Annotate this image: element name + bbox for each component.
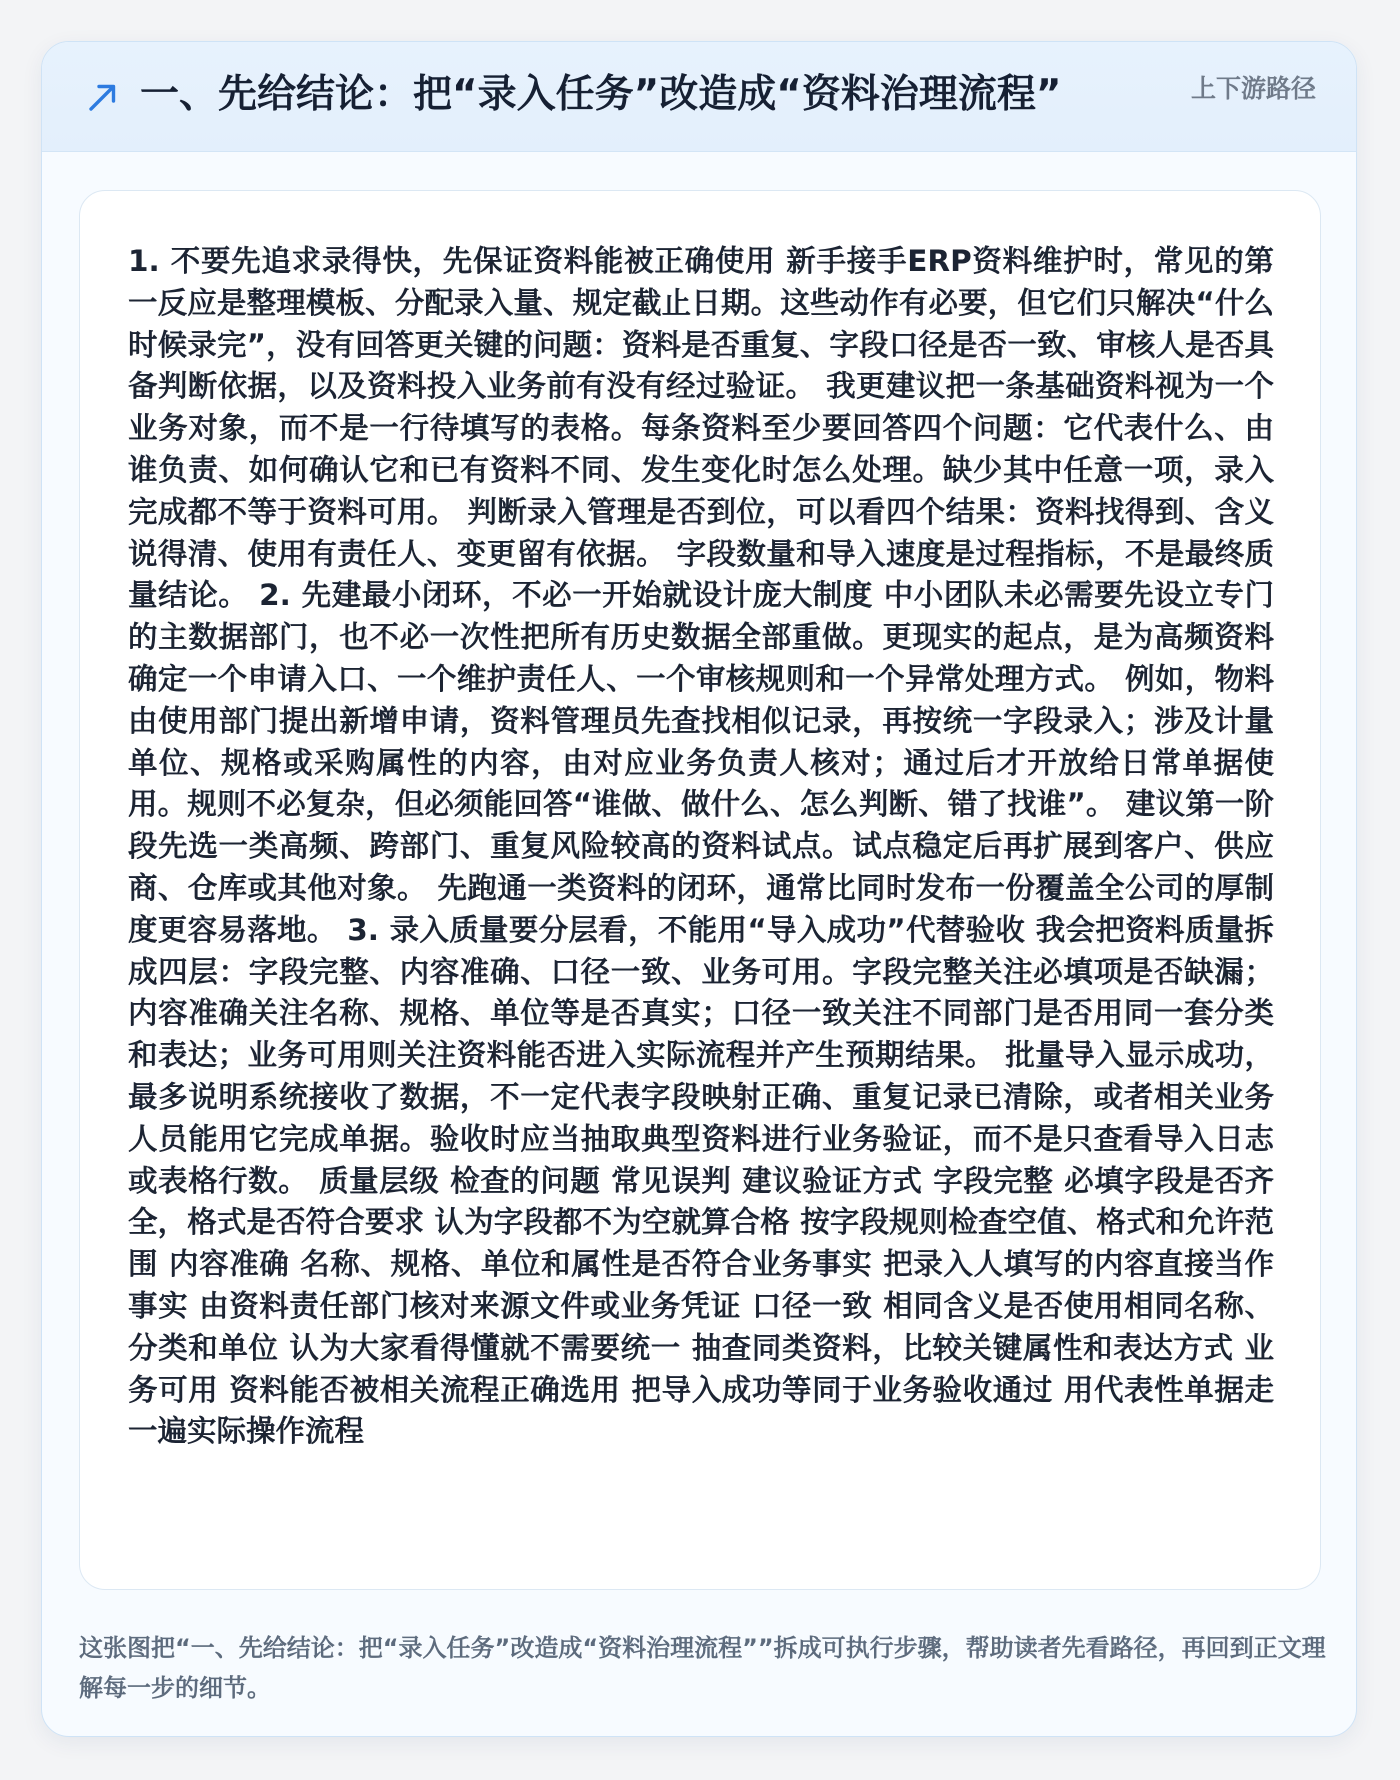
- figure-caption: 这张图把“一、先给结论：把“录入任务”改造成“资料治理流程””拆成可执行步骤，帮助读者先看路径，再回到正文理解每一步的细节。: [79, 1634, 1326, 1702]
- content-body: 1. 不要先追求录得快，先保证资料能被正确使用 新手接手ERP资料维护时，常见的第一反应是整理模板、分配录入量、规定截止日期。这些动作有必要，但它们只解决“什么时候录完”，没有回答更关键的问题：资料是否重复、字段口径是否一致、审核人是否具备判断依据，以及资料投入业务前有没有经过验证。 我更建议把一条基础资料视为一个业务对象，而不是一行待填写的表格。每条资料至少要回答四个问题：它代表什么、由谁负责、如何确认它和已有资料不同、发生变化时怎么处理。缺少其中任意一项，录入完成都不等于资料可用。 判断录入管理是否到位，可以看四个结果：资料找得到、含义说得清、使用有责任人、变更留有依据。 字段数量和导入速度是过程指标，不是最终质量结论。 2. 先建最小闭环，不必一开始就设计庞大制度 中小团队未必需要先设立专门的主数据部门，也不必一次性把所有历史数据全部重做。更现实的起点，是为高频资料确定一个申请入口、一个维护责任人、一个审核规则和一个异常处理方式。 例如，物料由使用部门提出新增申请，资料管理员先查找相似记录，再按统一字段录入；涉及计量单位、规格或采购属性的内容，由对应业务负责人核对；通过后才开放给日常单据使用。规则不必复杂，但必须能回答“谁做、做什么、怎么判断、错了找谁”。 建议第一阶段先选一类高频、跨部门、重复风险较高的资料试点。试点稳定后再扩展到客户、供应商、仓库或其他对象。 先跑通一类资料的闭环，通常比同时发布一份覆盖全公司的厚制度更容易落地。 3. 录入质量要分层看，不能用“导入成功”代替验收 我会把资料质量拆成四层：字段完整、内容准确、口径一致、业务可用。字段完整关注必填项是否缺漏；内容准确关注名称、规格、单位等是否真实；口径一致关注不同部门是否用同一套分类和表达；业务可用则关注资料能否进入实际流程并产生预期结果。 批量导入显示成功，最多说明系统接收了数据，不一定代表字段映射正确、重复记录已清除，或者相关业务人员能用它完成单据。验收时应当抽取典型资料进行业务验证，而不是只查看导入日志或表格行数。 质量层级 检查的问题 常见误判 建议验证方式 字段完整 必填字段是否齐全，格式是否符合要求 认为字段都不为空就算合格 按字段规则检查空值、格式和允许范围 内容准确 名称、规格、单位和属性是否符合业务事实 把录入人填写的内容直接当作事实 由资料责任部门核对来源文件或业务凭证 口径一致 相同含义是否使用相同名称、分类和单位 认为大家看得懂就不需要统一 抽查同类资料，比较关键属性和表达方式 业务可用 资料能否被相关流程正确选用 把导入成功等同于业务验收通过 用代表性单据走一遍实际操作流程: [128, 244, 1274, 1449]
- section-card: [41, 41, 1357, 1737]
- section-title: 一、先给结论：把“录入任务”改造成“资料治理流程”: [140, 72, 1062, 117]
- diagonal-arrow-icon: [86, 80, 120, 114]
- section-tag: 上下游路径: [1190, 74, 1316, 103]
- content-panel: [79, 190, 1321, 1590]
- section-header: [42, 42, 1356, 152]
